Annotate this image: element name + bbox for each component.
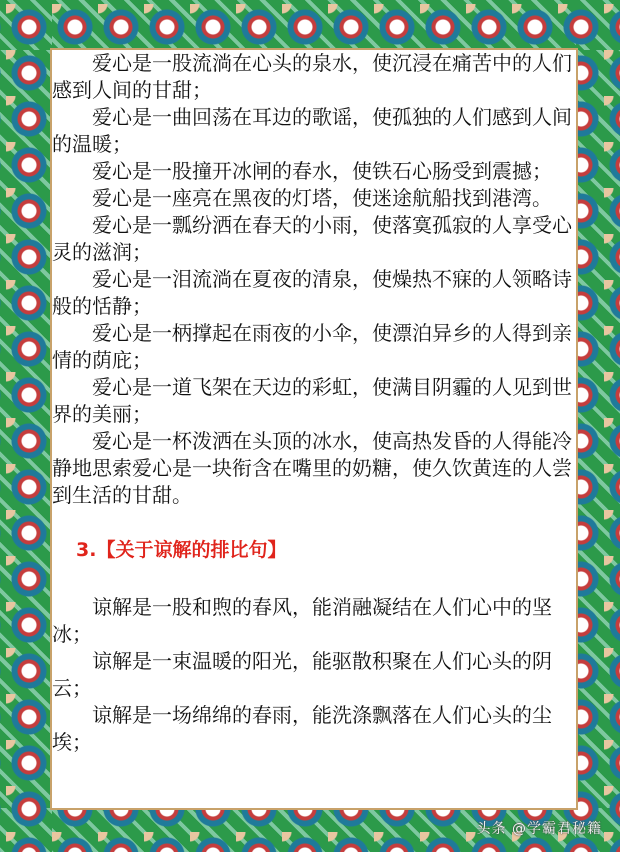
paragraph: 爱心是一座亮在黑夜的灯塔，使迷途航船找到港湾。 bbox=[92, 186, 552, 210]
paragraph: 爱心是一股撞开冰闸的春水，使铁石心肠受到震撼； bbox=[92, 159, 552, 183]
paragraph: 爱心是一杯泼洒在头顶的冰水，使高热发昏的人得能冷静地思索爱心是一块衔含在嘴里的奶糖，使久饮黄连的人尝到生活的甘甜。 bbox=[52, 429, 572, 507]
paragraph: 爱心是一瓢纷洒在春天的小雨，使落寞孤寂的人享受心灵的滋润； bbox=[52, 213, 572, 264]
article-body bbox=[52, 50, 576, 756]
section-heading: 3.【关于谅解的排比句】 bbox=[76, 539, 287, 561]
paragraph: 爱心是一柄撑起在雨夜的小伞，使漂泊异乡的人得到亲情的荫庇； bbox=[52, 321, 572, 372]
paragraph: 谅解是一股和煦的春风，能消融凝结在人们心中的坚冰； bbox=[52, 595, 552, 646]
watermark: 头条 @学霸君秘籍 bbox=[476, 821, 602, 837]
paragraph: 谅解是一束温暖的阳光，能驱散积聚在人们心头的阴云； bbox=[52, 649, 552, 700]
paragraph: 爱心是一股流淌在心头的泉水，使沉浸在痛苦中的人们感到人间的甘甜； bbox=[52, 51, 572, 102]
paragraph: 爱心是一曲回荡在耳边的歌谣，使孤独的人们感到人间的温暖； bbox=[52, 105, 572, 156]
paragraph: 爱心是一道飞架在天边的彩虹，使满目阴霾的人见到世界的美丽； bbox=[52, 375, 572, 426]
paragraph: 爱心是一泪流淌在夏夜的清泉，使燥热不寐的人领略诗般的恬静； bbox=[52, 267, 572, 318]
paragraph: 谅解是一场绵绵的春雨，能洗涤飘落在人们心头的尘埃； bbox=[52, 703, 552, 754]
